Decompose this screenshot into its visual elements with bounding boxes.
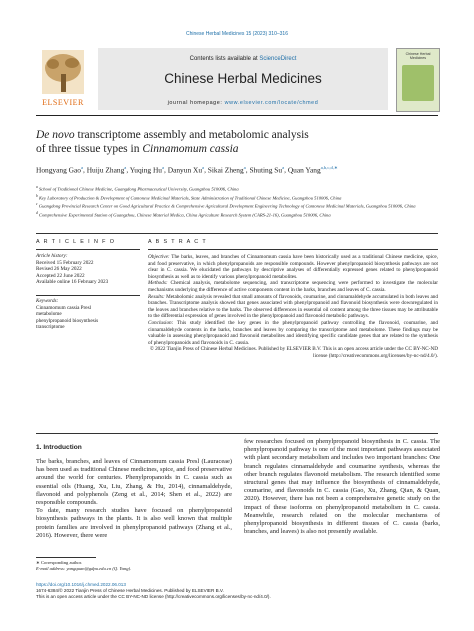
issn-line: 1674-6384/© 2022 Tianjin Press of Chinese Herbal Medicines. Published by ELSEVIER B.V. <box>36 588 224 594</box>
intro-right-column: few researches focused on phenylpropanoid biosynthesis in C. cassia. The phenylpropanoid pathway is one of the most important pathways associated with plant secondary metabolism and includes two important branches: One branch regulates cinnamaldehyde and coumarine synthesis, whereas the other branch regulates flavonoid metabolism. The research identified some structural genes that may influence the biosynthesis of cinnamaldehyde, coumarine, and flavonoids in C. cassia (Gao, Xu, Zhang, Qian, & Quan, 2020). However, there has not been a comprehensive genetic study on the impact of these isoforms on phenylpropanoid metabolism in C. cassia. Meanwhile, research related on the molecular mechanisms of phenylpropanoid biosynthesis in different tissues of C. cassia (barks, branches, and leaves) is also not presently available. <box>244 438 440 536</box>
abstract-objective <box>148 254 438 280</box>
affiliation-mark: d <box>36 211 38 216</box>
abstract-conclusion <box>148 320 438 346</box>
affiliation-item <box>36 193 446 202</box>
author-name[interactable]: Shuting Su <box>249 165 283 175</box>
conclusion-text: This study identified the key genes in the phenylpropanoid pathway controlling the flavonoid, coumarine, and cinnamaldehyde contents in the barks, branches and leaves by comparing the transcriptome and metabolome. These findings may be valuable in assessing phenylpropanoid and flavonoid metabolites and identifying specific candidate genes that are related to the synthesis of phenylpropanoids and flavonoids in C. cassia. <box>148 319 438 346</box>
list-item: phenylpropanoid biosynthesis <box>36 317 99 324</box>
title-line1: transcriptome assembly and metabolomic analysis <box>74 129 309 141</box>
author-affiliation-mark[interactable]: a <box>243 165 246 170</box>
affiliation-mark: a <box>36 185 38 189</box>
divider <box>36 295 140 296</box>
abstract-heading: A B S T R A C T <box>148 239 208 245</box>
list-item: transcriptome <box>36 324 65 331</box>
list-item: Received 15 February 2022 <box>36 259 94 266</box>
affiliation-text: Comprehensive Experimental Station of Guangzhou, Chinese Material Medica, China Agriculture Research System (CARS-21-16), Guangzhou 510006, China <box>37 212 331 218</box>
methods-label: Methods: <box>148 280 168 287</box>
journal-header <box>98 48 388 110</box>
journal-title: Chinese Herbal Medicines <box>164 71 322 86</box>
footnote-rule <box>36 557 96 558</box>
publisher-logo-text: ELSEVIER <box>42 98 84 107</box>
list-item: metabolome <box>36 311 62 318</box>
divider <box>36 233 438 234</box>
article-history <box>36 253 146 286</box>
author-name[interactable]: Sikai Zheng <box>207 165 244 175</box>
author-affiliation-mark[interactable]: a,b,c,d,∗ <box>320 165 338 170</box>
keywords-list <box>36 305 146 331</box>
intro-heading: 1. Introduction <box>36 444 82 451</box>
divider <box>36 433 438 434</box>
copyright-notice: © 2022 Tianjin Press of Chinese Herbal Medicines. Published by ELSEVIER B.V. This is an open access article under the CC BY-NC-ND license (http://creativecommons.org/licenses/by-nc-nd/4.0/). <box>149 346 438 359</box>
abstract-body <box>148 254 438 360</box>
affiliation-item <box>36 184 446 193</box>
divider <box>36 249 140 250</box>
article-info-heading: A R T I C L E I N F O <box>36 239 116 245</box>
author-name[interactable]: Huiju Zhang <box>86 165 125 175</box>
affiliation-text: Key Laboratory of Production & Development of Cantonese Medicinal Materials, State Administration of Traditional Chinese Medicine, Guangzhou 510006, China <box>37 195 342 201</box>
author-affiliation-mark[interactable]: a <box>202 165 205 170</box>
author-affiliation-mark[interactable]: a <box>124 165 127 170</box>
journal-reference[interactable]: Chinese Herbal Medicines 15 (2023) 310–316 <box>185 31 288 37</box>
homepage-line <box>98 100 388 106</box>
affiliation-text: School of Traditional Chinese Medicine, Guangdong Pharmaceutical University, Guangzhou 510006, China <box>37 186 239 192</box>
author-email[interactable]: E-mail address: yangquan@gdpu.edu.cn (Q. Yang). <box>36 566 132 571</box>
contents-prefix: Contents lists available at <box>189 56 260 62</box>
sciencedirect-link[interactable]: ScienceDirect <box>259 56 297 62</box>
corresponding-author: ∗ Corresponding author. <box>36 560 83 565</box>
methods-text: Chemical analysis, metabolome sequencing, and transcriptome sequencing were performed to investigate the molecular mechanisms underlying the difference of active components content in the barks, branches and leaves of C. cassia. <box>148 280 438 293</box>
author-name[interactable]: Quan Yang <box>287 165 321 175</box>
title-line2: of three tissue types in <box>36 143 143 155</box>
author-affiliation-mark[interactable]: a <box>282 165 285 170</box>
list-item: Available online 16 February 2023 <box>36 279 109 286</box>
list-item: Accepted 22 June 2022 <box>36 272 85 279</box>
author-affiliation-mark[interactable]: a <box>161 165 165 170</box>
history-list <box>36 260 146 286</box>
author-name[interactable]: Danyun Xu <box>167 165 203 175</box>
list-item: Revised 26 May 2022 <box>36 266 82 273</box>
affiliation-item <box>36 210 446 219</box>
abstract-results <box>148 294 438 320</box>
affiliation-item <box>36 201 446 210</box>
affiliations <box>36 184 446 219</box>
keywords-label: Keywords: <box>36 298 59 304</box>
list-item: Cinnamomum cassia Presl <box>36 304 92 311</box>
intro-left-column: The barks, branches, and leaves of Cinnamomum cassia Presl (Lauraceae) has been used as traditional Chinese medicines, spice, and food preservative around the world for centuries. Phenylpropanoids in C. cassia such as essential oils (Huang, Xu, Liu, Zhang, & Hu, 2014), cinnamaldehyde, flavonoid and polyphenols (Zeng et al., 2014; Shen et al., 2022) are responsible compounds. To date, many research studies have focused on phenylpropanoid biosynthesis pathways in the plants. It is also well known that multiple protein families are involved in phenylpropanoid pathways (Zhang et al., 2016). However, there were <box>36 458 232 539</box>
conclusion-label: Conclusion: <box>148 319 174 326</box>
author-name[interactable]: Hongyang Gao <box>36 165 81 175</box>
header-rule <box>36 115 438 116</box>
homepage-link[interactable]: www.elsevier.com/locate/chmed <box>224 100 319 106</box>
journal-cover <box>396 48 440 112</box>
objective-label: Objective: <box>148 254 170 260</box>
affiliation-mark: b <box>36 193 38 198</box>
page-footer <box>36 582 446 601</box>
affiliation-mark: c <box>36 202 38 207</box>
divider <box>148 249 438 250</box>
contents-line <box>98 56 388 62</box>
keywords <box>36 298 146 331</box>
history-label: Article history: <box>36 253 68 259</box>
license-line[interactable]: This is an open access article under the CC BY-NC-ND license (http://creativecommons.org/licenses/by-nc-nd/4.0/). <box>36 594 271 600</box>
affiliation-text: Guangdong Provincial Research Center on Good Agricultural Practice & Comprehensive Agricultural Development Engineering Technology of Cantonese Medicinal Materials, Guangzhou 510006, China <box>37 204 416 209</box>
homepage-prefix: journal homepage: <box>167 100 225 106</box>
cover-title: Chinese Herbal Medicines <box>405 52 431 61</box>
doi-link[interactable]: https://doi.org/10.1016/j.chmed.2022.06.013 <box>36 582 126 587</box>
title-species: Cinnamomum cassia <box>142 143 239 155</box>
footnote <box>36 560 236 572</box>
results-label: Results: <box>148 293 165 300</box>
author-name[interactable]: Yuqing Hu <box>129 165 162 175</box>
abstract-methods <box>148 280 438 293</box>
author-affiliation-mark[interactable]: a <box>80 165 83 170</box>
objective-text: The barks, leaves, and branches of Cinnamomum cassia have been historically used as a traditional Chinese medicine, spice, and food preservative, in which phenylpropanoids are responsible compounds. However phenylpropanoid biosynthesis pathways are not clear in C. cassia. We elucidated the pathways by descriptive analyses of differentially expressed genes related to phenylpropanoid biosynthesis as well as to identify various phenylpropanoid metabolites. <box>148 254 438 280</box>
results-text: Metabolomic analysis revealed that small amounts of flavonoids, coumarine, and cinnamaldehyde accumulated in both leaves and branches. Transcriptome analysis showed that genes associated with phenylpropanoid and flavonoid biosynthesis were downregulated in the leaves and branches relative to the barks. The observed differences in essential oil content among the three tissues may be attributable to the differential expression of genes involved in the phenylpropanoid and flavonoid metabolic pathways. <box>148 293 438 320</box>
cover-image <box>402 65 434 101</box>
elsevier-logo <box>36 48 90 110</box>
article-title <box>36 128 436 156</box>
author-list: Hongyang Gao$^a$, Huiju Zhang$^a$, Yuqing Hu$^a$, Danyun Xu$^a$, Sikai Zheng$^a$, Shuting Su$^a$, Quan Yang$^{a,b,c,d,∗}$ <box>36 165 338 175</box>
title-italic-part: De novo <box>36 129 75 141</box>
